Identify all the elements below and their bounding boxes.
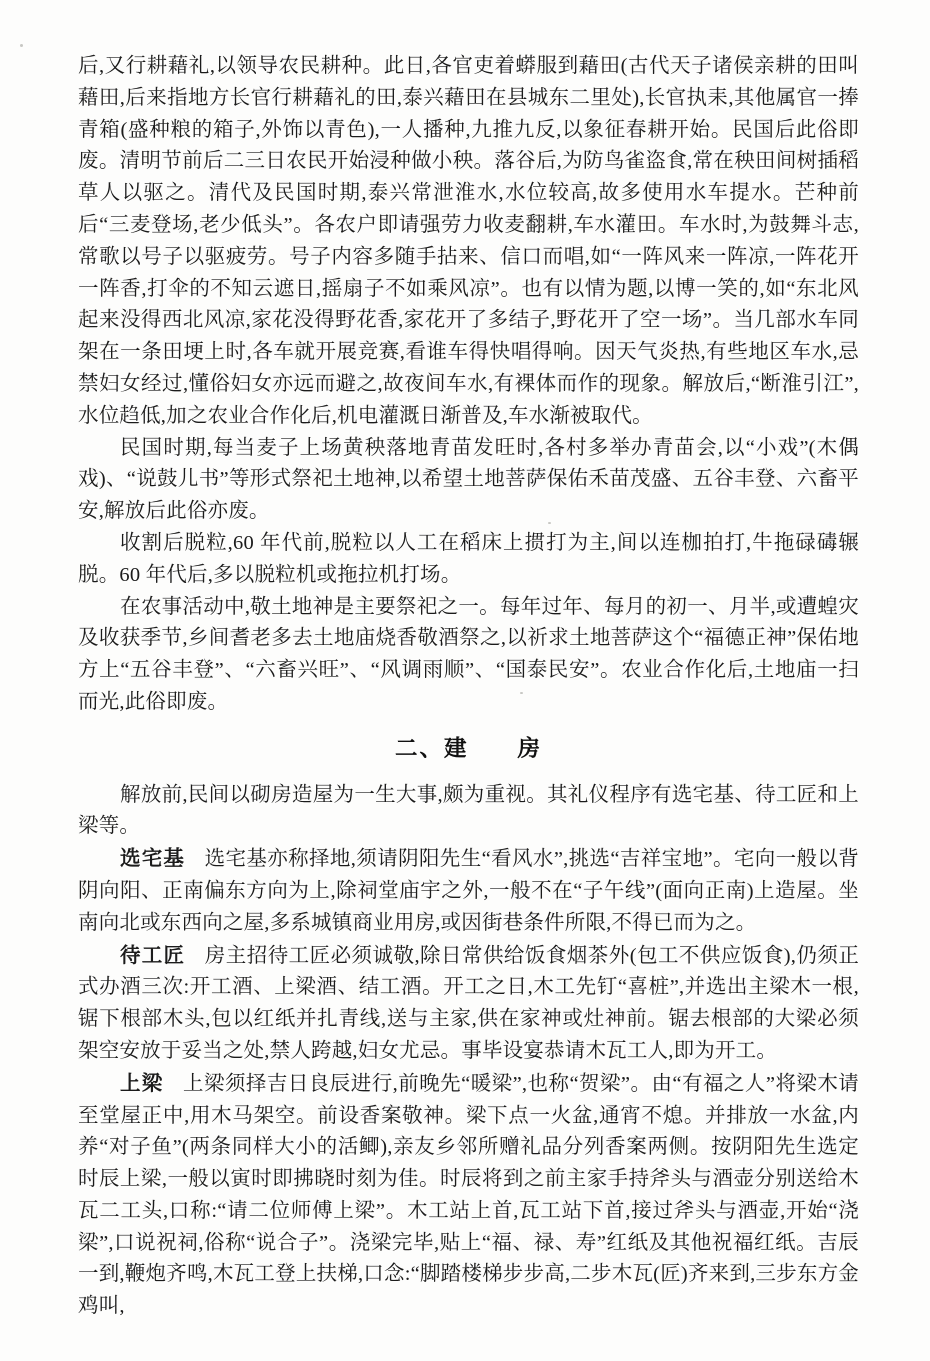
paragraph-text: 民国时期,每当麦子上场黄秧落地青苗发旺时,各村多举办青苗会,以“小戏”(木偶戏)、“说鼓儿书”等形式祭祀土地神,以希望土地菩萨保佑禾苗茂盛、五谷丰登、六畜平安,解放后此俗亦废。 xyxy=(78,436,859,523)
body-paragraph xyxy=(78,780,859,844)
text-block xyxy=(78,51,859,1323)
scan-speck xyxy=(20,44,23,47)
body-paragraph xyxy=(78,1068,859,1323)
paragraph-text: 选宅基亦称择地,须请阴阳先生“看风水”,挑选“吉祥宝地”。宅向一般以背阴向阳、正南偏东方向为上,除祠堂庙宇之外,一般不在“子午线”(面向正南)上造屋。坐南向北或东西向之屋,多系城镇商业用房,或因街巷条件所限,不得已而为之。 xyxy=(78,848,859,934)
body-paragraph xyxy=(78,528,859,592)
paragraph-text: 收割后脱粒,60 年代前,脱粒以人工在稻床上掼打为主,间以连枷拍打,牛拖碌碡辗脱。60 年代后,多以脱粒机或拖拉机打场。 xyxy=(78,531,859,586)
paragraph-text: 在农事活动中,敬土地神是主要祭祀之一。每年过年、每月的初一、月半,或遭蝗灾及收获季节,乡间耆老多去土地庙烧香敬酒祭之,以祈求土地菩萨这个“福德正神”保佑地方上“五谷丰登”、“六畜兴旺”、“风调雨顺”、“国泰民安”。农业合作化后,土地庙一扫而光,此俗即废。 xyxy=(78,595,859,713)
body-paragraph xyxy=(78,940,859,1068)
scan-speck xyxy=(520,692,523,694)
paragraph-text: 解放前,民间以砌房造屋为一生大事,颇为重视。其礼仪程序有选宅基、待工匠和上梁等。 xyxy=(78,783,859,838)
body-paragraph xyxy=(78,433,859,528)
term-label: 待工匠 xyxy=(120,943,186,967)
paragraph-text: 后,又行耕藉礼,以领导农民耕种。此日,各官吏着蟒服到藉田(古代天子诸侯亲耕的田叫藉田,后来指地方长官行耕藉礼的田,泰兴藉田在县城东二里处),长官执耒,其他属官一捧青箱(盛种粮的箱子,外饰以青色),一人播种,九推九反,以象征春耕开始。民国后此俗即废。清明节前后二三日农民开始浸种做小秧。落谷后,为防鸟雀盗食,常在秧田间树插稻草人以驱之。清代及民国时期,泰兴常泄淮水,水位较高,故多使用水车提水。芒种前后“三麦登场,老少低头”。各农户即请强劳力收麦翻耕,车水灌田。车水时,为鼓舞斗志,常歌以号子以驱疲劳。号子内容多随手拈来、信口而唱,如“一阵风来一阵凉,一阵花开一阵香,打伞的不知云遮日,摇扇子不如乘风凉”。也有以情为题,以博一笑的,如“东北风起来没得西北风凉,家花没得野花香,家花开了多结子,野花开了空一场”。当几部水车同架在一条田埂上时,各车就开展竞赛,看谁车得快唱得响。因天气炎热,有些地区车水,忌禁妇女经过,懂俗妇女亦远而避之,故夜间车水,有裸体而作的现象。解放后,“断淮引江”,水位趋低,加之农业合作化后,机电灌溉日渐普及,车水渐被取代。 xyxy=(78,55,859,427)
term-label: 选宅基 xyxy=(120,847,186,871)
body-paragraph xyxy=(78,592,859,719)
paragraph-text: 房主招待工匠必须诚敬,除日常供给饭食烟茶外(包工不供应饭食),仍须正式办酒三次:开工酒、上梁酒、结工酒。开工之日,木工先钉“喜桩”,并选出主梁木一根,锯下根部木头,包以红纸并扎青线,送与主家,供在家神或灶神前。锯去根部的大梁必须架空安放于妥当之处,禁人跨越,妇女尤忌。事毕设宴恭请木瓦工人,即为开工。 xyxy=(78,944,860,1062)
body-paragraph xyxy=(78,843,859,939)
paragraph-text: 上梁须择吉日良辰进行,前晚先“暖梁”,也称“贺梁”。由“有福之人”将梁木请至堂屋正中,用木马架空。前设香案敬神。梁下点一火盆,通宵不熄。并排放一水盆,内养“对子鱼”(两条同样大小的活鲫),亲友乡邻所赠礼品分列香案两侧。按阴阳先生选定时辰上梁,一般以寅时即拂晓时刻为佳。时辰将到之前主家手持斧头与酒壶分别送给木瓦二工头,口称:“请二位师傅上梁”。木工站上首,瓦工站下首,接过斧头与酒壶,开始“浇梁”,口说祝祠,俗称“说合子”。浇梁完毕,贴上“福、禄、寿”红纸及其他祝福红纸。吉辰一到,鞭炮齐鸣,木瓦工登上扶梯,口念:“脚踏楼梯步步高,二步木瓦(匠)齐来到,三步东方金鸡叫, xyxy=(78,1072,859,1318)
section-heading: 二、建 房 xyxy=(394,735,542,761)
body-paragraph xyxy=(78,51,859,433)
scan-speck xyxy=(548,522,551,524)
term-label: 上梁 xyxy=(120,1071,164,1095)
